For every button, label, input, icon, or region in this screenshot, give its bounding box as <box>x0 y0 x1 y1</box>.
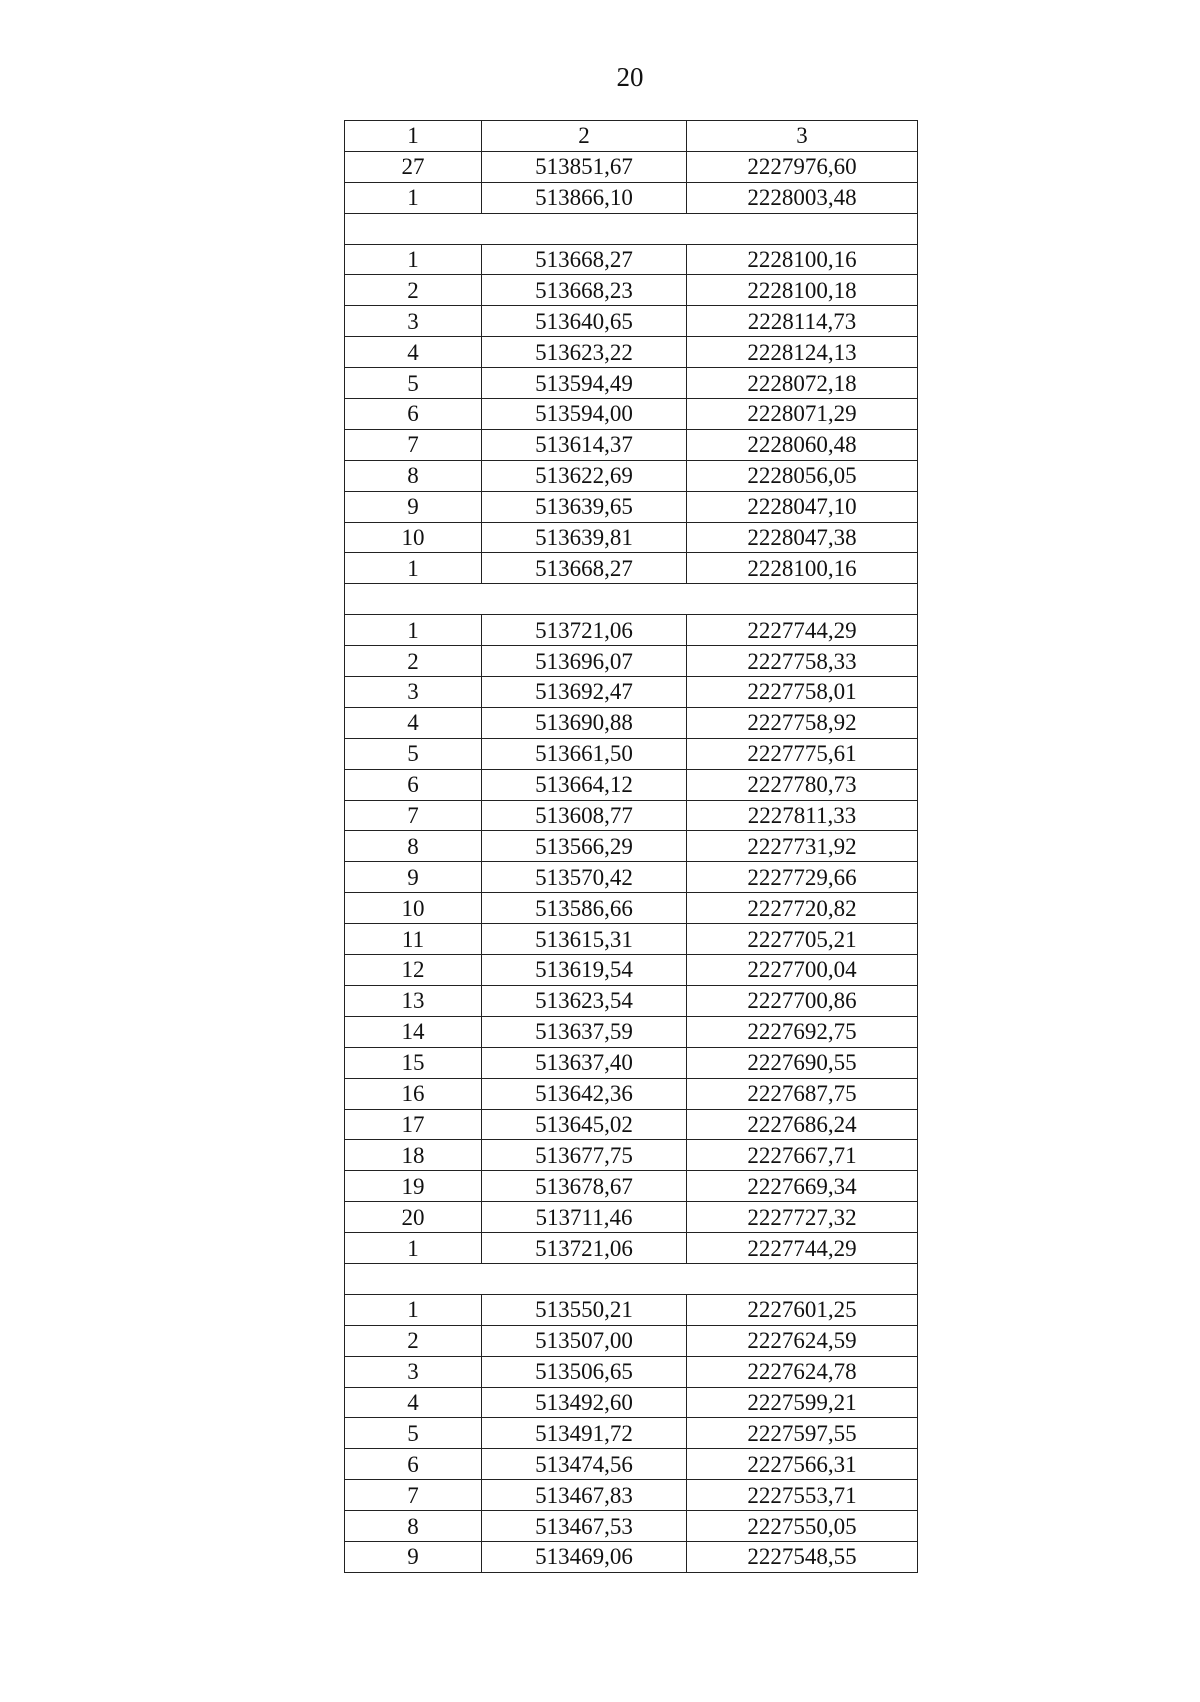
table-row <box>345 491 918 522</box>
coordinate-x-cell: 513678,67 <box>482 1171 687 1202</box>
coordinate-x-cell: 513506,65 <box>482 1356 687 1387</box>
table-row <box>345 1171 918 1202</box>
coordinate-y-cell: 2227624,59 <box>687 1325 918 1356</box>
point-number-cell: 13 <box>345 985 482 1016</box>
separator-cell <box>345 584 918 615</box>
point-number-cell: 6 <box>345 769 482 800</box>
coordinate-y-cell: 2227624,78 <box>687 1356 918 1387</box>
table-row <box>345 615 918 646</box>
table-row <box>345 1016 918 1047</box>
coordinate-y-cell: 2227731,92 <box>687 831 918 862</box>
coordinate-x-cell: 513622,69 <box>482 460 687 491</box>
table-row <box>345 707 918 738</box>
coordinate-y-cell: 2228060,48 <box>687 429 918 460</box>
table-row <box>345 1078 918 1109</box>
point-number-cell: 18 <box>345 1140 482 1171</box>
coordinate-x-cell: 513639,81 <box>482 522 687 553</box>
coordinate-x-cell: 513711,46 <box>482 1202 687 1233</box>
coordinate-y-cell: 2227744,29 <box>687 615 918 646</box>
coordinate-x-cell: 513668,23 <box>482 275 687 306</box>
table-row <box>345 429 918 460</box>
point-number-cell: 11 <box>345 924 482 955</box>
table-row <box>345 1109 918 1140</box>
point-number-cell: 6 <box>345 399 482 430</box>
point-number-cell: 7 <box>345 1480 482 1511</box>
coordinate-y-cell: 2227550,05 <box>687 1511 918 1542</box>
coordinate-x-cell: 513586,66 <box>482 893 687 924</box>
table-row <box>345 306 918 337</box>
coordinate-y-cell: 2227729,66 <box>687 862 918 893</box>
table-row <box>345 862 918 893</box>
table-row <box>345 1511 918 1542</box>
coordinate-x-cell: 513721,06 <box>482 615 687 646</box>
contour-separator-row <box>345 584 918 615</box>
coordinate-y-cell: 2228071,29 <box>687 399 918 430</box>
table-row <box>345 244 918 275</box>
point-number-cell: 16 <box>345 1078 482 1109</box>
table-row <box>345 893 918 924</box>
point-number-cell: 1 <box>345 1294 482 1325</box>
point-number-cell: 1 <box>345 615 482 646</box>
coordinate-x-cell: 513642,36 <box>482 1078 687 1109</box>
coordinate-x-cell: 513566,29 <box>482 831 687 862</box>
coordinate-x-cell: 513594,00 <box>482 399 687 430</box>
coordinate-x-cell: 513623,22 <box>482 337 687 368</box>
point-number-cell: 4 <box>345 1387 482 1418</box>
point-number-cell: 20 <box>345 1202 482 1233</box>
coordinate-y-cell: 2227705,21 <box>687 924 918 955</box>
point-number-cell: 3 <box>345 1356 482 1387</box>
table-row <box>345 1480 918 1511</box>
point-number-cell: 8 <box>345 831 482 862</box>
point-number-cell: 17 <box>345 1109 482 1140</box>
coordinate-y-cell: 2228114,73 <box>687 306 918 337</box>
point-number-cell: 7 <box>345 800 482 831</box>
point-number-cell: 9 <box>345 1541 482 1572</box>
point-number-cell: 10 <box>345 522 482 553</box>
coordinate-y-cell: 2228056,05 <box>687 460 918 491</box>
header-coordinate-x: 2 <box>482 121 687 152</box>
table-row <box>345 1418 918 1449</box>
point-number-cell: 5 <box>345 738 482 769</box>
point-number-cell: 19 <box>345 1171 482 1202</box>
coordinate-x-cell: 513594,49 <box>482 368 687 399</box>
point-number-cell: 5 <box>345 1418 482 1449</box>
coordinate-x-cell: 513640,65 <box>482 306 687 337</box>
table-row <box>345 1541 918 1572</box>
coordinate-x-cell: 513661,50 <box>482 738 687 769</box>
coordinate-x-cell: 513614,37 <box>482 429 687 460</box>
coordinate-x-cell: 513696,07 <box>482 646 687 677</box>
coordinate-y-cell: 2227687,75 <box>687 1078 918 1109</box>
point-number-cell: 1 <box>345 182 482 213</box>
coordinate-y-cell: 2227601,25 <box>687 1294 918 1325</box>
coordinate-x-cell: 513668,27 <box>482 553 687 584</box>
point-number-cell: 5 <box>345 368 482 399</box>
table-row <box>345 800 918 831</box>
coordinate-y-cell: 2227553,71 <box>687 1480 918 1511</box>
coordinate-x-cell: 513474,56 <box>482 1449 687 1480</box>
table-row <box>345 769 918 800</box>
coordinate-x-cell: 513570,42 <box>482 862 687 893</box>
coordinate-x-cell: 513507,00 <box>482 1325 687 1356</box>
coordinate-y-cell: 2228100,16 <box>687 553 918 584</box>
coordinate-y-cell: 2227667,71 <box>687 1140 918 1171</box>
coordinate-y-cell: 2227720,82 <box>687 893 918 924</box>
table-row <box>345 553 918 584</box>
point-number-cell: 2 <box>345 275 482 306</box>
table-row <box>345 1233 918 1264</box>
coordinate-y-cell: 2227758,92 <box>687 707 918 738</box>
coordinate-y-cell: 2227758,01 <box>687 677 918 708</box>
coordinate-y-cell: 2227566,31 <box>687 1449 918 1480</box>
coordinate-y-cell: 2227775,61 <box>687 738 918 769</box>
table-row <box>345 1356 918 1387</box>
coordinate-y-cell: 2228047,38 <box>687 522 918 553</box>
coordinate-x-cell: 513467,83 <box>482 1480 687 1511</box>
coordinate-y-cell: 2228072,18 <box>687 368 918 399</box>
separator-cell <box>345 213 918 244</box>
coordinate-y-cell: 2227744,29 <box>687 1233 918 1264</box>
point-number-cell: 9 <box>345 491 482 522</box>
coordinate-x-cell: 513550,21 <box>482 1294 687 1325</box>
table-row <box>345 1047 918 1078</box>
coordinate-y-cell: 2227700,86 <box>687 985 918 1016</box>
table-row <box>345 151 918 182</box>
point-number-cell: 14 <box>345 1016 482 1047</box>
header-coordinate-y: 3 <box>687 121 918 152</box>
coordinate-x-cell: 513467,53 <box>482 1511 687 1542</box>
point-number-cell: 8 <box>345 460 482 491</box>
coordinate-x-cell: 513690,88 <box>482 707 687 738</box>
table-row <box>345 1294 918 1325</box>
coordinate-x-cell: 513692,47 <box>482 677 687 708</box>
separator-cell <box>345 1263 918 1294</box>
table-row <box>345 1202 918 1233</box>
table-row <box>345 1325 918 1356</box>
table-row <box>345 1140 918 1171</box>
table-row <box>345 955 918 986</box>
table-row <box>345 646 918 677</box>
point-number-cell: 4 <box>345 707 482 738</box>
contour-separator-row <box>345 1263 918 1294</box>
coordinates-table <box>344 120 918 1573</box>
table-row <box>345 182 918 213</box>
table-row <box>345 831 918 862</box>
point-number-cell: 1 <box>345 1233 482 1264</box>
table-row <box>345 1387 918 1418</box>
point-number-cell: 3 <box>345 677 482 708</box>
coordinate-x-cell: 513639,65 <box>482 491 687 522</box>
table-row <box>345 368 918 399</box>
coordinate-y-cell: 2227811,33 <box>687 800 918 831</box>
coordinate-x-cell: 513615,31 <box>482 924 687 955</box>
contour-separator-row <box>345 213 918 244</box>
coordinate-x-cell: 513664,12 <box>482 769 687 800</box>
table-row <box>345 924 918 955</box>
coordinate-y-cell: 2228124,13 <box>687 337 918 368</box>
coordinate-y-cell: 2227669,34 <box>687 1171 918 1202</box>
coordinate-x-cell: 513619,54 <box>482 955 687 986</box>
point-number-cell: 10 <box>345 893 482 924</box>
point-number-cell: 7 <box>345 429 482 460</box>
point-number-cell: 8 <box>345 1511 482 1542</box>
point-number-cell: 15 <box>345 1047 482 1078</box>
table-row <box>345 522 918 553</box>
coordinate-y-cell: 2228003,48 <box>687 182 918 213</box>
coordinate-x-cell: 513491,72 <box>482 1418 687 1449</box>
table-row <box>345 677 918 708</box>
page-number: 20 <box>616 62 644 92</box>
coordinate-x-cell: 513492,60 <box>482 1387 687 1418</box>
table-row <box>345 985 918 1016</box>
table-row <box>345 460 918 491</box>
table-row <box>345 1449 918 1480</box>
point-number-cell: 12 <box>345 955 482 986</box>
coordinate-y-cell: 2228100,16 <box>687 244 918 275</box>
coordinate-y-cell: 2227780,73 <box>687 769 918 800</box>
coordinate-y-cell: 2227727,32 <box>687 1202 918 1233</box>
coordinate-y-cell: 2227700,04 <box>687 955 918 986</box>
coordinate-x-cell: 513608,77 <box>482 800 687 831</box>
coordinate-y-cell: 2227597,55 <box>687 1418 918 1449</box>
header-point-number: 1 <box>345 121 482 152</box>
coordinate-y-cell: 2227548,55 <box>687 1541 918 1572</box>
table-header-row <box>345 121 918 152</box>
coordinate-y-cell: 2227976,60 <box>687 151 918 182</box>
coordinate-x-cell: 513637,59 <box>482 1016 687 1047</box>
coordinate-x-cell: 513851,67 <box>482 151 687 182</box>
coordinate-y-cell: 2227690,55 <box>687 1047 918 1078</box>
coordinate-x-cell: 513721,06 <box>482 1233 687 1264</box>
coordinate-x-cell: 513866,10 <box>482 182 687 213</box>
coordinate-y-cell: 2227686,24 <box>687 1109 918 1140</box>
coordinate-y-cell: 2227758,33 <box>687 646 918 677</box>
table-row <box>345 738 918 769</box>
point-number-cell: 2 <box>345 1325 482 1356</box>
coordinate-x-cell: 513623,54 <box>482 985 687 1016</box>
point-number-cell: 2 <box>345 646 482 677</box>
coordinate-x-cell: 513469,06 <box>482 1541 687 1572</box>
point-number-cell: 1 <box>345 244 482 275</box>
table-row <box>345 337 918 368</box>
table-row <box>345 275 918 306</box>
coordinate-x-cell: 513677,75 <box>482 1140 687 1171</box>
coordinate-x-cell: 513645,02 <box>482 1109 687 1140</box>
point-number-cell: 27 <box>345 151 482 182</box>
point-number-cell: 1 <box>345 553 482 584</box>
coordinate-x-cell: 513637,40 <box>482 1047 687 1078</box>
coordinate-y-cell: 2227692,75 <box>687 1016 918 1047</box>
point-number-cell: 4 <box>345 337 482 368</box>
point-number-cell: 6 <box>345 1449 482 1480</box>
coordinate-y-cell: 2228047,10 <box>687 491 918 522</box>
point-number-cell: 3 <box>345 306 482 337</box>
coordinate-y-cell: 2228100,18 <box>687 275 918 306</box>
table-row <box>345 399 918 430</box>
coordinate-y-cell: 2227599,21 <box>687 1387 918 1418</box>
coordinate-x-cell: 513668,27 <box>482 244 687 275</box>
point-number-cell: 9 <box>345 862 482 893</box>
